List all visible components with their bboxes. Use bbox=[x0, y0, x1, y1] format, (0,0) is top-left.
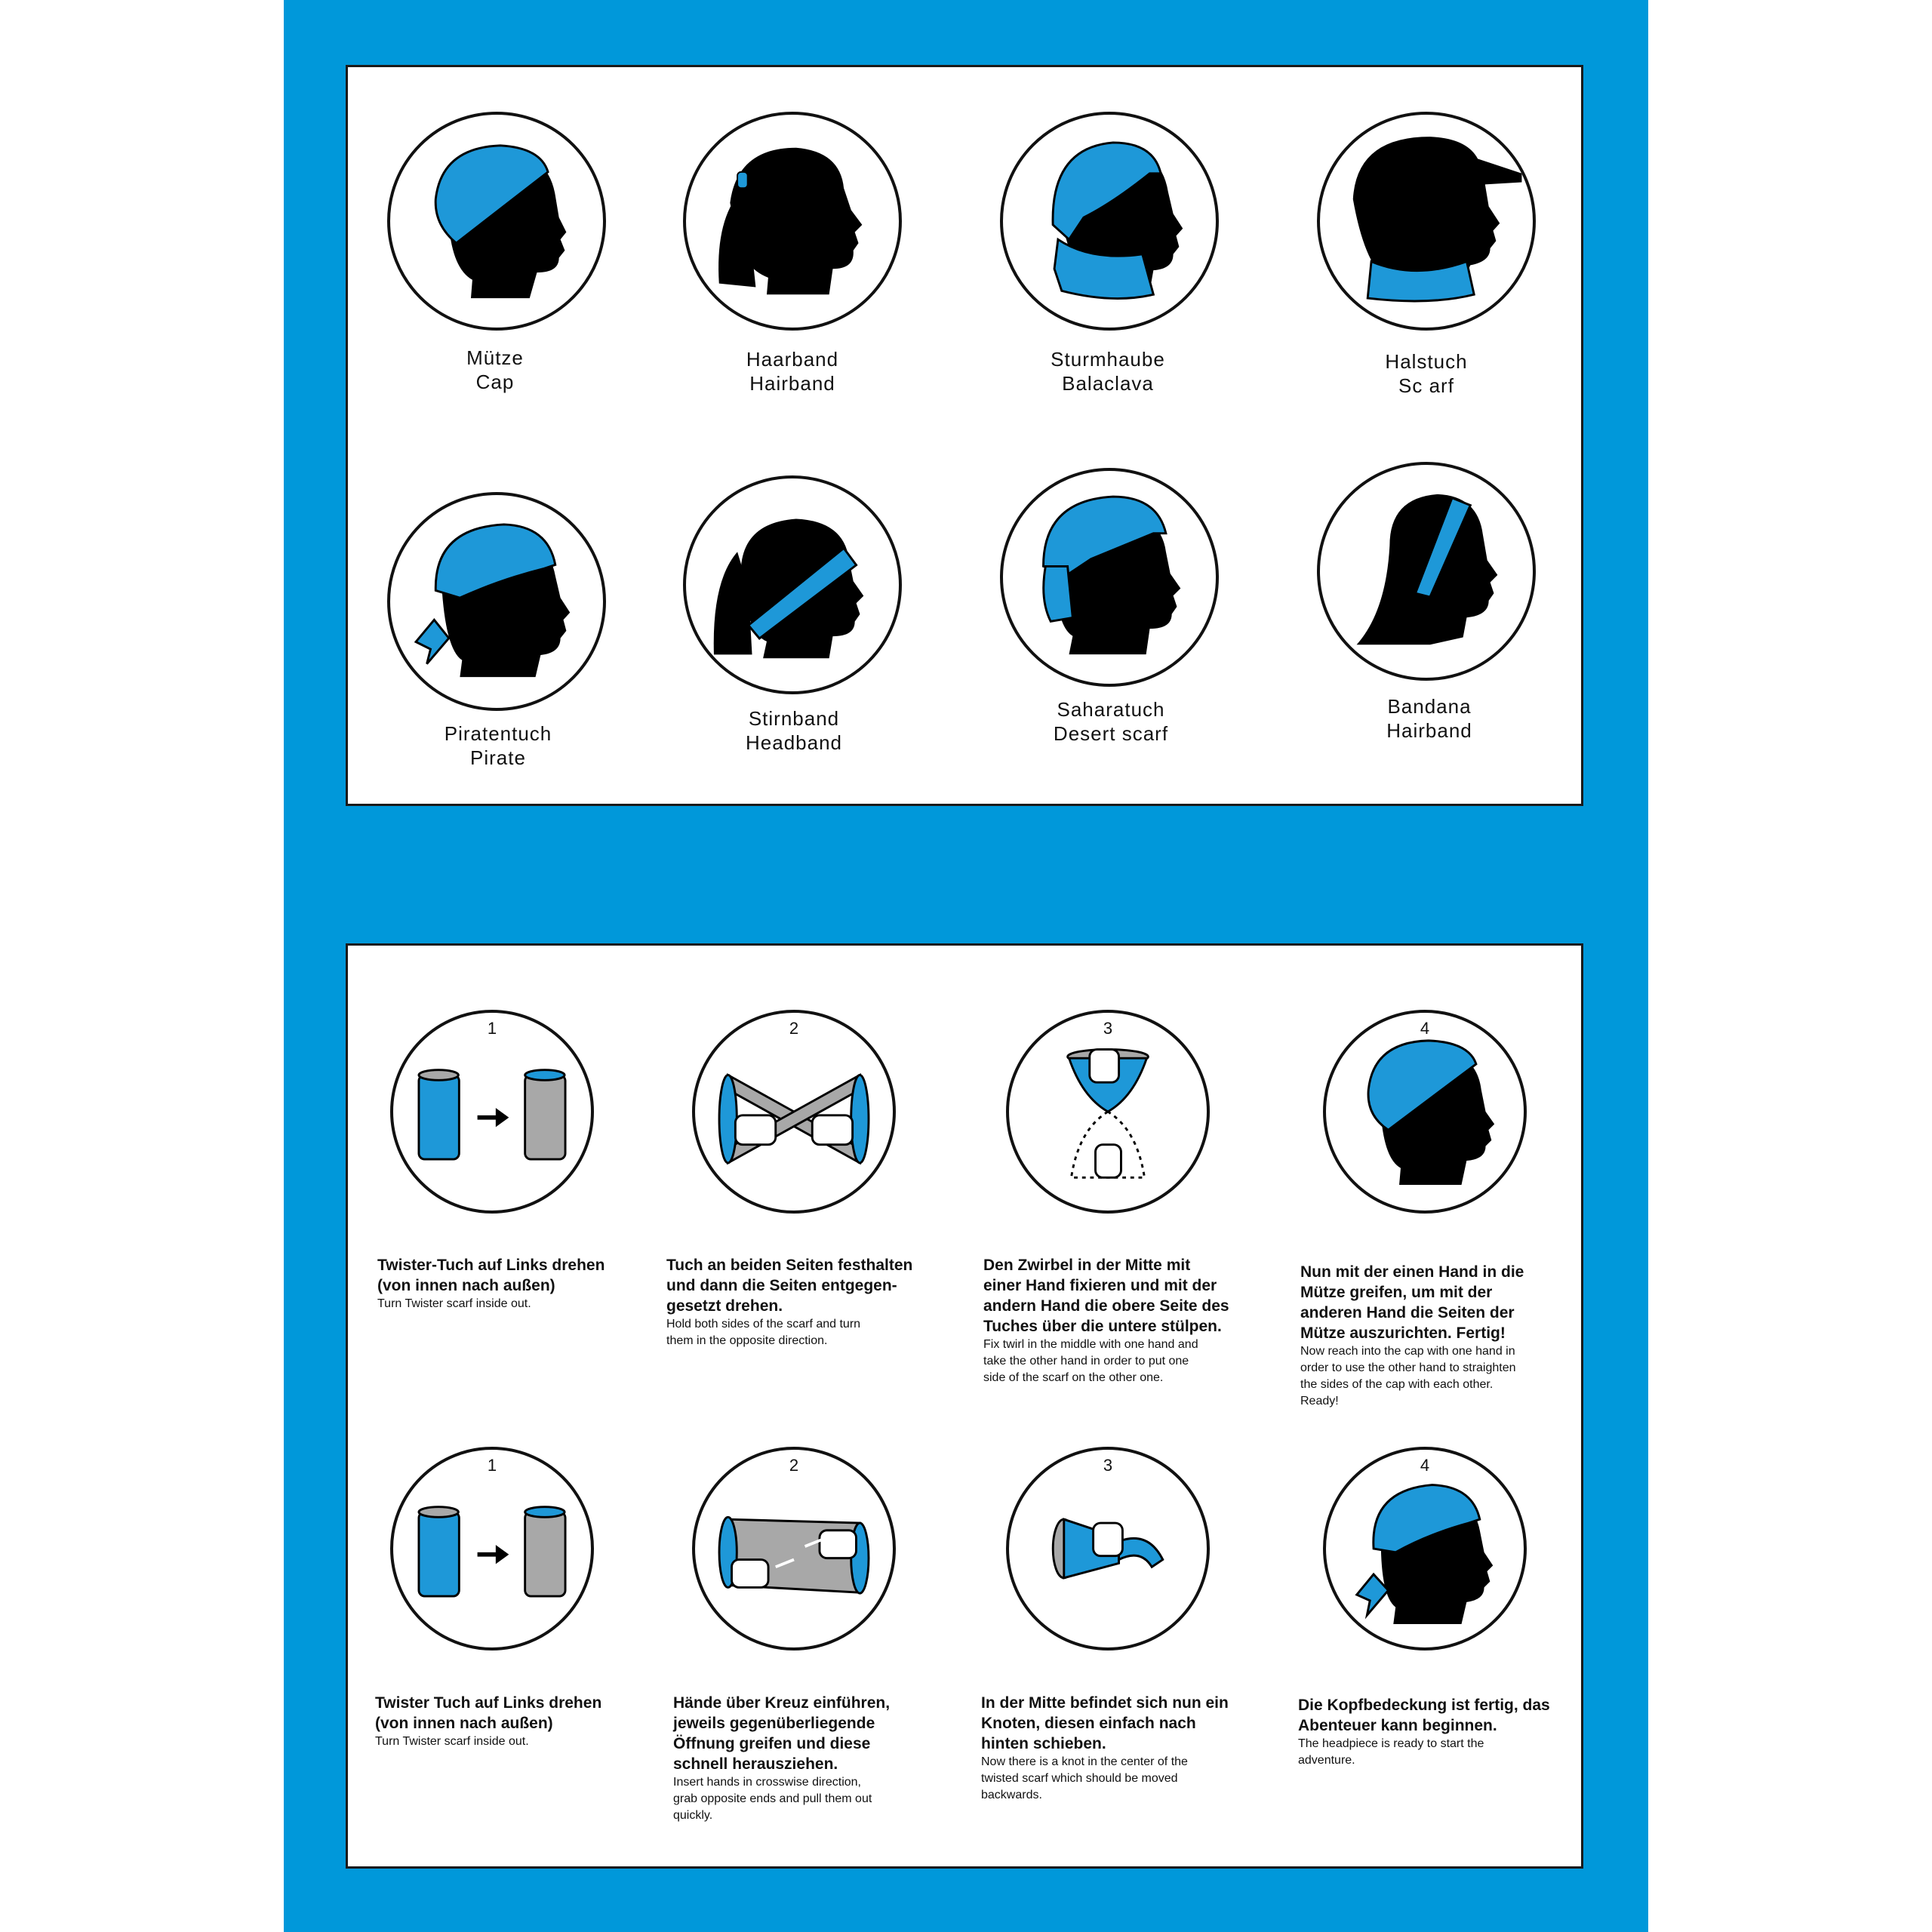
headband-head-icon bbox=[683, 475, 902, 694]
balaclava-head-icon bbox=[1000, 112, 1219, 331]
style-label-headband: Stirnband Headband bbox=[746, 707, 842, 754]
step3-fold-over-icon: 3 bbox=[1006, 1010, 1210, 1214]
step4-cap-result-icon: 4 bbox=[1323, 1010, 1527, 1214]
style-label-neck-scarf: Halstuch Sc arf bbox=[1385, 350, 1468, 397]
step1-text: Twister-Tuch auf Links drehen (von innen nach außen) Turn Twister scarf inside out. bbox=[377, 1257, 605, 1310]
style-label-bandana: Bandana Hairband bbox=[1386, 695, 1472, 742]
style-label-desert-scarf: Saharatuch Desert scarf bbox=[1053, 698, 1169, 745]
step3b-knot-icon: 3 bbox=[1006, 1447, 1210, 1651]
bandana-head-icon bbox=[1317, 462, 1536, 681]
style-label-balaclava: Sturmhaube Balaclava bbox=[1051, 348, 1165, 395]
style-label-pirate: Piratentuch Pirate bbox=[444, 722, 552, 769]
step2b-cross-hands-icon: 2 bbox=[692, 1447, 896, 1651]
pirate-head-icon bbox=[387, 492, 606, 711]
step2-twist-scarf-icon: 2 bbox=[692, 1010, 896, 1214]
hairband-head-icon bbox=[683, 112, 902, 331]
step1b-text: Twister Tuch auf Links drehen (von innen nach außen) Turn Twister scarf inside out. bbox=[375, 1694, 602, 1748]
neck-scarf-head-icon bbox=[1317, 112, 1536, 331]
cap-head-icon bbox=[387, 112, 606, 331]
style-label-hairband: Haarband Hairband bbox=[746, 348, 839, 395]
step4b-pirate-result-icon: 4 bbox=[1323, 1447, 1527, 1651]
step1b-turn-inside-out-icon: 1 bbox=[390, 1447, 594, 1651]
style-label-cap: Mütze Cap bbox=[466, 346, 524, 393]
step2-text: Tuch an beiden Seiten festhalten und dann die Seiten entgegen- gesetzt drehen. Hold both sides of the scarf and turn them in the opposite direction. bbox=[666, 1257, 913, 1347]
step1-turn-inside-out-icon: 1 bbox=[390, 1010, 594, 1214]
step3b-text: In der Mitte befindet sich nun ein Knoten, diesen einfach nach hinten schieben. Now there is a knot in the center of the twisted scarf which should be moved backwards. bbox=[981, 1694, 1229, 1801]
desert-scarf-head-icon bbox=[1000, 468, 1219, 687]
step2b-text: Hände über Kreuz einführen, jeweils gegenüberliegende Öffnung greifen und diese schnell herausziehen. Insert hands in crosswise direction, grab opposite ends and pull them out quickly. bbox=[673, 1694, 891, 1822]
step4-text: Nun mit der einen Hand in die Mütze greifen, um mit der anderen Hand die Seiten der Mütze auszurichten. Fertig! Now reach into the cap with one hand in order to use the other hand to straighten the sides of the cap with each other. Ready! bbox=[1300, 1263, 1524, 1407]
step4b-text: Die Kopfbedeckung ist fertig, das Abenteuer kann beginnen. The headpiece is ready to start the adventure. bbox=[1298, 1697, 1550, 1767]
step3-text: Den Zwirbel in der Mitte mit einer Hand fixieren und mit der andern Hand die obere Seite des Tuches über die untere stülpen. Fix twirl in the middle with one hand and take the other hand in order to put one side of the scarf on the other one. bbox=[983, 1257, 1229, 1384]
